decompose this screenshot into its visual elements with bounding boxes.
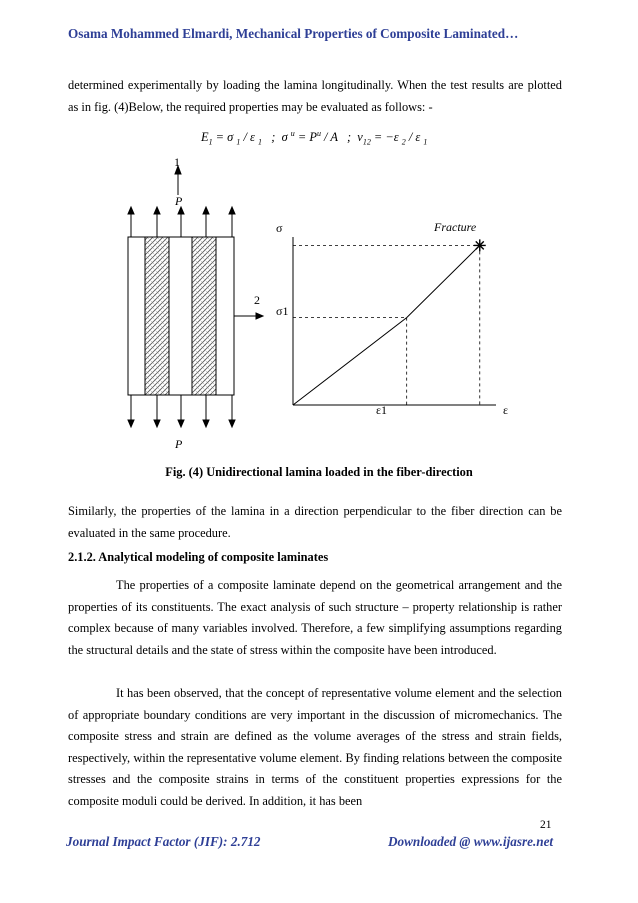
stress-strain-line bbox=[293, 245, 480, 405]
axis-2-label: 2 bbox=[254, 293, 260, 307]
figure-caption: Fig. (4) Unidirectional lamina loaded in the fiber-direction bbox=[165, 465, 473, 479]
page-number: 21 bbox=[540, 819, 552, 831]
chart-x-tick-label: ε1 bbox=[376, 403, 388, 417]
stress-strain-chart bbox=[276, 220, 508, 417]
load-label-bottom: P bbox=[175, 437, 183, 451]
equation: $E_1 = \sigma$ $_1$ / ε $_1$ ; σ $^u = P^u / A$ ; $\nu_{12} = -\varepsilon$ $_2$ / ε $_1$ bbox=[201, 129, 428, 147]
axis-2-arrow bbox=[234, 313, 263, 319]
section-heading: 2.1.2. Analytical modeling of composite laminates bbox=[68, 550, 329, 564]
footer-impact-factor: Journal Impact Factor (JIF): 2.712 bbox=[66, 834, 261, 849]
top-load-arrows bbox=[128, 207, 235, 237]
axis-1-arrow bbox=[175, 166, 181, 195]
chart-ylabel: σ bbox=[276, 221, 283, 235]
load-label-top: P bbox=[175, 194, 183, 208]
body-paragraph-1: The properties of a composite laminate depend on the geometrical arrangement and the properties of its constituents. The exact analysis of such structure – property relationship is rather complex because of many variables involved. Therefore, a few simplifying assumptions regarding the structural details and the state of stress within the composite have been introduced. bbox=[68, 578, 562, 657]
chart-xlabel: ε bbox=[503, 403, 509, 417]
after-figure-paragraph: Similarly, the properties of the lamina in a direction perpendicular to the fiber direction can be evaluated in the same procedure. bbox=[68, 504, 562, 540]
chart-y-tick-label: σ1 bbox=[276, 304, 289, 318]
lamina-diagram bbox=[128, 155, 263, 451]
fiber-strip-2 bbox=[192, 237, 216, 395]
fiber-strip-1 bbox=[145, 237, 169, 395]
chart-annotation-fracture: Fracture bbox=[434, 220, 477, 234]
running-header: Osama Mohammed Elmardi, Mechanical Properties of Composite Laminated… bbox=[68, 26, 519, 41]
bottom-load-arrows bbox=[128, 395, 235, 427]
body-paragraph-2: It has been observed, that the concept of representative volume element and the selection of appropriate boundary conditions are very important in the discussion of micromechanics. The composite stress and strain are defined as the volume averages of the stress and strain fields, respectively, within the representative volume element. By finding relations between the composite stresses and the composite strains in terms of the constituent properties expressions for the composite moduli could be derived. In addition, it has been bbox=[68, 686, 562, 808]
footer-download-link[interactable]: Downloaded @ www.ijasre.net bbox=[388, 834, 554, 849]
lamina-outline bbox=[128, 237, 234, 395]
intro-paragraph: determined experimentally by loading the lamina longitudinally. When the test results are plotted as in fig. (4)Below, the required properties may be evaluated as follows: - bbox=[68, 78, 562, 114]
axis-1-label: 1 bbox=[174, 155, 180, 169]
